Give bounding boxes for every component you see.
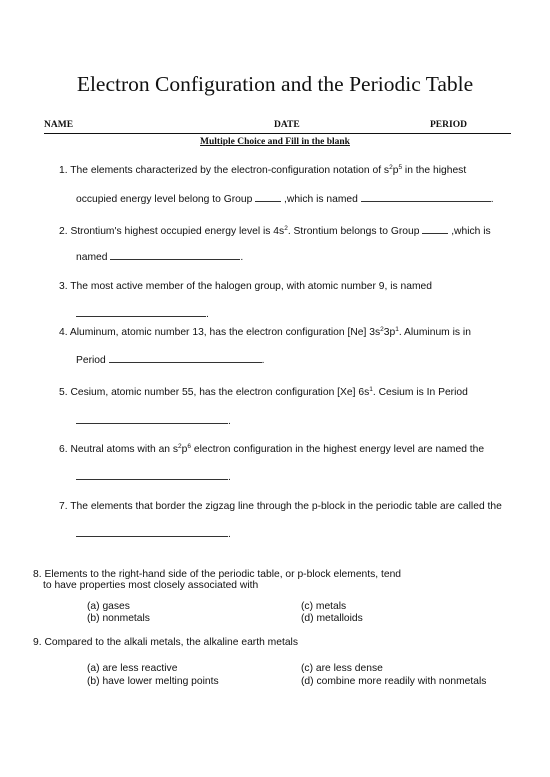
question-6-line-2: . (76, 470, 231, 483)
option-d[interactable]: (d) combine more readily with nonmetals (301, 676, 487, 687)
worksheet-title: Electron Configuration and the Periodic Table (76, 72, 474, 96)
question-5-line-2: . (76, 414, 231, 427)
answer-blank[interactable] (110, 250, 240, 260)
question-7-line-2: . (76, 527, 231, 540)
student-info-header (44, 120, 511, 134)
question-2-line-2: named . (76, 252, 244, 263)
question-4-line-2: Period . (76, 355, 265, 366)
question-4: 4. Aluminum, atomic number 13, has the electron configuration [Ne] $3s^23p^1$. Aluminum is in (59, 326, 471, 338)
answer-blank[interactable] (76, 414, 228, 424)
question-9-stem: 9. Compared to the alkali metals, the alkaline earth metals (33, 637, 298, 648)
answer-blank[interactable] (109, 353, 262, 363)
option-c[interactable]: (c) metals (301, 601, 347, 612)
answer-blank[interactable] (422, 224, 448, 234)
date-label: DATE (274, 120, 300, 130)
question-2: 2. Strontium's highest occupied energy level is $4s^2$. Strontium belongs to Group ,which is (59, 225, 491, 237)
answer-blank[interactable] (76, 527, 228, 537)
question-6: 6. Neutral atoms with an $s^2p^6$ electron configuration in the highest energy level are named the (59, 443, 485, 455)
question-3: 3. The most active member of the halogen group, with atomic number 9, is named (59, 281, 432, 292)
option-c[interactable]: (c) are less dense (301, 663, 383, 674)
option-a[interactable]: (a) are less reactive (87, 663, 178, 674)
question-1-line-2: occupied energy level belong to Group ,which is named . (76, 194, 494, 205)
name-label: NAME (44, 120, 74, 130)
option-a[interactable]: (a) gases (87, 601, 130, 612)
section-title: Multiple Choice and Fill in the blank (200, 137, 350, 147)
option-d[interactable]: (d) metalloids (301, 613, 363, 624)
question-3-line-2: . (76, 307, 209, 320)
question-8-stem: 8. Elements to the right-hand side of the periodic table, or p-block elements, tend (33, 569, 402, 580)
answer-blank[interactable] (76, 307, 206, 317)
question-8-stem-2: to have properties most closely associated with (43, 580, 259, 591)
option-b[interactable]: (b) have lower melting points (87, 676, 219, 687)
period-label: PERIOD (430, 120, 467, 130)
answer-blank[interactable] (76, 470, 228, 480)
question-5: 5. Cesium, atomic number 55, has the electron configuration [Xe] $6s^1$. Cesium is In Period (59, 386, 468, 398)
question-7: 7. The elements that border the zigzag line through the p-block in the periodic table are called the (59, 501, 502, 512)
question-1: 1. The elements characterized by the electron-configuration notation of $s^2p^5$ in the highest (59, 164, 467, 176)
answer-blank[interactable] (255, 192, 281, 202)
answer-blank[interactable] (361, 192, 491, 202)
option-b[interactable]: (b) nonmetals (87, 613, 150, 624)
